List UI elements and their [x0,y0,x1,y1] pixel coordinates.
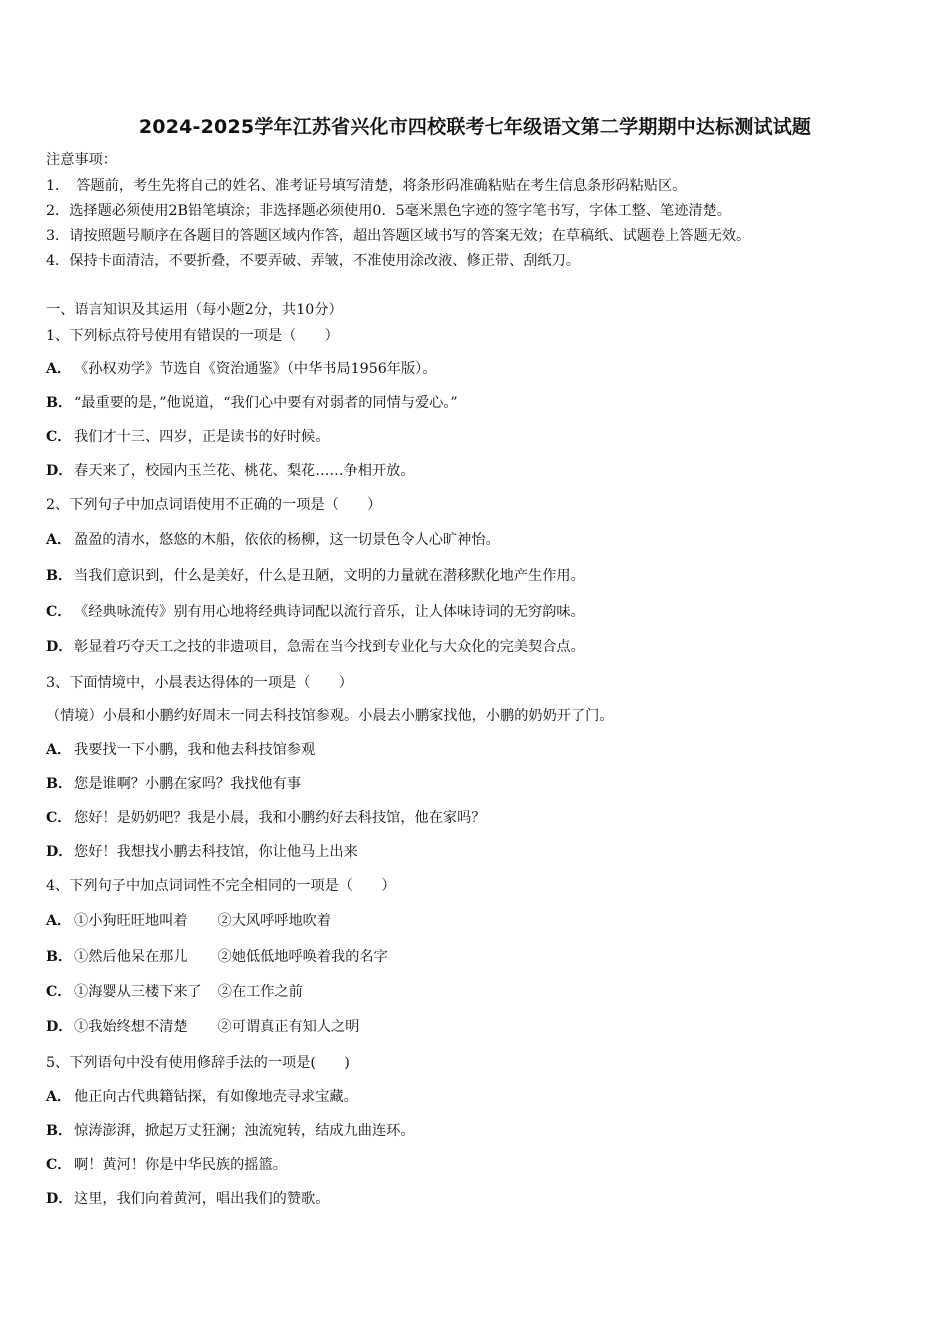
option-letter: D． [46,844,73,860]
question-1-option-d [46,461,415,481]
question-1-option-b [46,393,458,413]
question-2-option-a [46,530,500,550]
option-letter: B． [46,949,73,965]
question-3-option-b [46,774,301,794]
question-3-context: （情境）小晨和小鹏约好周末一同去科技馆参观。小晨去小鹏家找他，小鹏的奶奶开了门。 [46,708,614,724]
option-letter: C． [46,810,72,826]
option-letter: B． [46,395,73,411]
question-2-stem: 2、下列句子中加点词语使用不正确的一项是（ ） [46,497,382,513]
page-title: 2024-2025学年江苏省兴化市四校联考七年级语文第二学期期中达标测试试题 [138,116,812,138]
option-part-2: ②在工作之前 [217,984,303,1000]
option-text: “最重要的是，”他说道，“我们心中要有对弱者的同情与爱心。” [74,395,458,411]
option-letter: C． [46,604,72,620]
notice-heading: 注意事项： [46,152,117,168]
option-text: 这里，我们向着黄河，唱出我们的赞歌。 [74,1191,330,1207]
question-5-option-b [46,1121,415,1141]
notice-item-2: 2．选择题必须使用2B铅笔填涂；非选择题必须使用0．5毫米黑色字迹的签字笔书写，字体工整、笔迹清楚。 [46,203,731,219]
option-letter: B． [46,1123,73,1139]
option-letter: C． [46,1157,72,1173]
option-text: 《经典咏流传》别有用心地将经典诗词配以流行音乐，让人体味诗词的无穷韵味。 [74,604,585,620]
option-letter: D． [46,463,73,479]
question-2-option-b [46,566,585,586]
question-3-option-c [46,808,485,828]
option-text: 我要找一下小鹏，我和他去科技馆参观 [74,742,316,758]
option-text: 啊！黄河！你是中华民族的摇篮。 [74,1157,287,1173]
option-letter: C． [46,429,72,445]
question-4-option-c [46,982,303,1002]
question-4-stem: 4、下列句子中加点词词性不完全相同的一项是（ ） [46,878,396,894]
option-text: 您好！我想找小鹏去科技馆，你让他马上出来 [74,844,358,860]
notice-item-4: 4．保持卡面清洁，不要折叠，不要弄破、弄皱，不准使用涂改液、修正带、刮纸刀。 [46,253,580,269]
option-letter: D． [46,1019,73,1035]
option-text: 他正向古代典籍钻探，有如像地壳寻求宝藏。 [74,1089,358,1105]
option-letter: A． [46,742,72,758]
question-5-option-c [46,1155,287,1175]
question-3-option-a [46,740,315,760]
option-letter: A． [46,1089,72,1105]
option-part-1: ①海婴从三楼下来了 [74,984,202,1000]
question-1-option-c [46,427,329,447]
section-heading: 一、语言知识及其运用（每小题2分，共10分） [46,302,343,318]
option-text: 彰显着巧夺天工之技的非遗项目，急需在当今找到专业化与大众化的完美契合点。 [74,639,585,655]
question-1-stem: 1、下列标点符号使用有错误的一项是（ ） [46,328,339,344]
question-4-option-a [46,911,331,931]
option-text: 盈盈的清水，悠悠的木船，依依的杨柳，这一切景色令人心旷神怡。 [74,532,500,548]
notice-item-3: 3．请按照题号顺序在各题目的答题区域内作答，超出答题区域书写的答案无效；在草稿纸、试题卷上答题无效。 [46,228,751,244]
question-5-option-a [46,1087,358,1107]
option-text: 春天来了，校园内玉兰花、桃花、梨花……争相开放。 [74,463,415,479]
question-1-option-a [46,359,436,379]
question-5-option-d [46,1189,329,1209]
option-part-1: ①然后他呆在那儿 [74,949,188,965]
option-text: 您是谁啊？小鹏在家吗？我找他有事 [74,776,302,792]
question-2-option-c [46,602,585,622]
option-text: 当我们意识到，什么是美好，什么是丑陋，文明的力量就在潜移默化地产生作用。 [74,568,585,584]
option-part-1: ①小狗旺旺地叫着 [74,913,188,929]
option-letter: C． [46,984,72,1000]
question-2-option-d [46,637,585,657]
option-text: 您好！是奶奶吧？我是小晨，我和小鹏约好去科技馆，他在家吗？ [74,810,486,826]
option-text: 惊涛澎湃，掀起万丈狂澜；浊流宛转，结成九曲连环。 [74,1123,415,1139]
option-letter: B． [46,776,73,792]
question-3-option-d [46,842,358,862]
option-letter: B． [46,568,73,584]
option-text: 我们才十三、四岁，正是读书的好时候。 [74,429,330,445]
question-5-stem: 5、下列语句中没有使用修辞手法的一项是( ) [46,1055,350,1071]
option-letter: D． [46,639,73,655]
option-letter: D． [46,1191,73,1207]
option-letter: A． [46,532,72,548]
option-letter: A． [46,361,72,377]
question-4-option-d [46,1017,359,1037]
option-part-2: ②可谓真正有知人之明 [217,1019,360,1035]
option-part-2: ②她低低地呼唤着我的名字 [217,949,388,965]
option-part-2: ②大风呼呼地吹着 [217,913,332,929]
question-3-stem: 3、下面情境中，小晨表达得体的一项是（ ） [46,675,353,691]
option-text: 《孙权劝学》节选自《资治通鉴》（中华书局1956年版）。 [74,361,437,377]
option-letter: A． [46,913,72,929]
option-part-1: ①我始终想不清楚 [74,1019,188,1035]
notice-item-1: 1． 答题前，考生先将自己的姓名、准考证号填写清楚，将条形码准确粘贴在考生信息条形码粘贴区。 [46,178,687,194]
question-4-option-b [46,947,388,967]
